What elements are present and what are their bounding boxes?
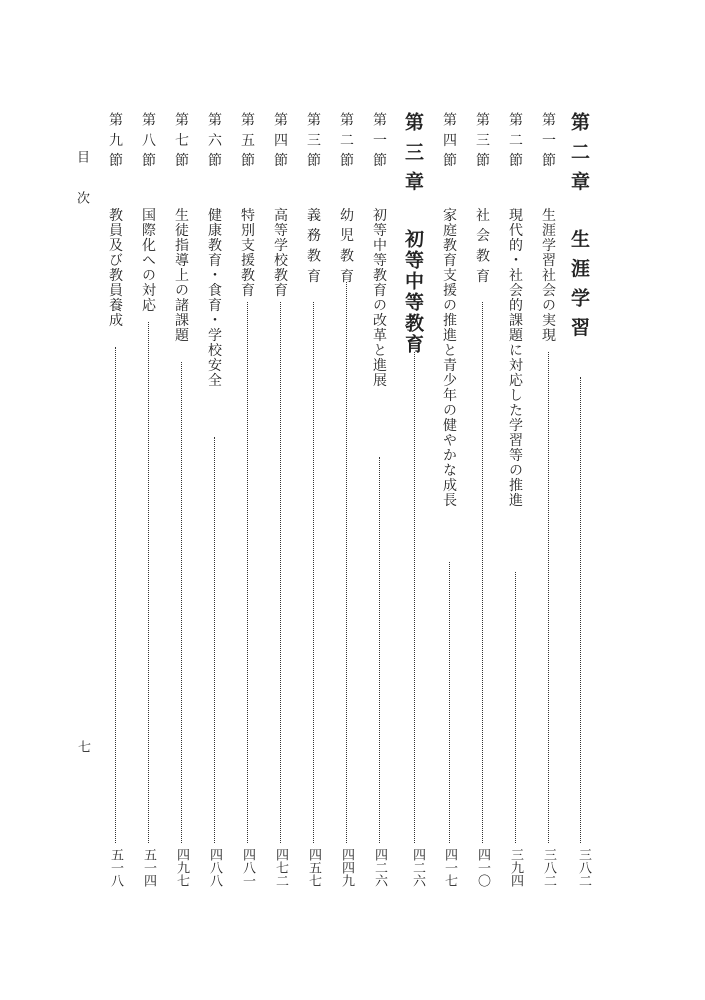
leader-dots [247,302,268,887]
folio-page-number: 七 [75,740,90,765]
toc-entry-section[interactable] [204,112,224,887]
entry-title: 生 涯 学 習 [568,228,590,339]
entry-page: 四五七 [303,844,323,887]
entry-label: 第 九 節 [107,112,123,168]
toc-entry-section[interactable] [138,112,158,887]
entry-title: 生涯学習社会の実現 [540,207,556,343]
running-title: 目 次 [74,150,89,217]
entry-title: 国際化への対応 [140,207,156,313]
entry-title: 家庭教育支援の推進と青少年の健やかな成長 [441,207,457,508]
entry-page: 四八一 [237,844,257,887]
toc-entry-section[interactable] [369,112,389,887]
entry-page: 四九七 [171,844,191,887]
leader-dots [280,302,301,887]
entry-title: 幼 児 教 育 [338,207,354,284]
entry-label: 第 五 節 [239,112,255,168]
toc-entry-section[interactable] [538,112,558,887]
leader-dots [346,282,367,887]
entry-label: 第 六 節 [206,112,222,168]
entry-label: 第 一 節 [540,112,556,168]
entry-title: 教員及び教員養成 [107,207,123,328]
leader-dots [115,347,136,887]
entry-label: 第 四 節 [441,112,457,168]
toc-entry-section[interactable] [336,112,356,887]
entry-page: 四四九 [336,844,356,887]
entry-title: 初等中等教育 [402,228,424,355]
leader-dots [449,562,470,887]
leader-dots [181,362,202,887]
leader-dots [214,437,235,887]
entry-page: 三九四 [505,844,525,887]
entry-page: 四一〇 [472,844,492,887]
entry-label: 第 三 節 [474,112,490,168]
leader-dots [379,457,400,887]
toc-entry-section[interactable] [105,112,125,887]
entry-page: 三八二 [566,844,593,887]
leader-dots [414,352,442,887]
toc-entry-section[interactable] [303,112,323,887]
toc-entry-section[interactable] [270,112,290,887]
toc-entry-chapter-2[interactable] [566,112,593,887]
entry-title: 義 務 教 育 [305,207,321,284]
entry-page: 四二六 [369,844,389,887]
leader-dots [482,302,503,887]
entry-title: 健康教育・食育・学校安全 [206,207,222,388]
entry-page: 五一四 [138,844,158,887]
entry-title: 生徒指導上の諸課題 [173,207,189,343]
entry-label: 第 二 節 [338,112,354,168]
toc-entry-section[interactable] [505,112,525,887]
toc-entry-section[interactable] [472,112,492,887]
leader-dots [580,377,608,887]
entry-title: 高等学校教育 [272,207,288,298]
entry-label: 第 八 節 [140,112,156,168]
entry-page: 四八八 [204,844,224,887]
entry-label: 第 七 節 [173,112,189,168]
entry-label: 第 二 節 [507,112,523,168]
entry-label: 第 三 章 [402,112,424,193]
leader-dots [548,352,569,887]
entry-title: 現代的・社会的課題に対応した学習等の推進 [507,207,523,508]
toc-entry-chapter-3[interactable] [400,112,427,887]
entry-label: 第 二 章 [568,112,590,193]
toc-entry-section[interactable] [171,112,191,887]
entry-page: 三八二 [538,844,558,887]
entry-page: 五一八 [105,844,125,887]
leader-dots [148,322,169,887]
entry-page: 四二六 [400,844,427,887]
leader-dots [515,572,536,887]
entry-title: 初等中等教育の改革と進展 [371,207,387,388]
entry-label: 第 四 節 [272,112,288,168]
entry-title: 特別支援教育 [239,207,255,298]
leader-dots [313,302,334,887]
toc-entry-section[interactable] [237,112,257,887]
entry-label: 第 一 節 [371,112,387,168]
entry-label: 第 三 節 [305,112,321,168]
entry-title: 社 会 教 育 [474,207,490,284]
entry-page: 四七二 [270,844,290,887]
toc-entry-section[interactable] [439,112,459,887]
entry-page: 四一七 [439,844,459,887]
